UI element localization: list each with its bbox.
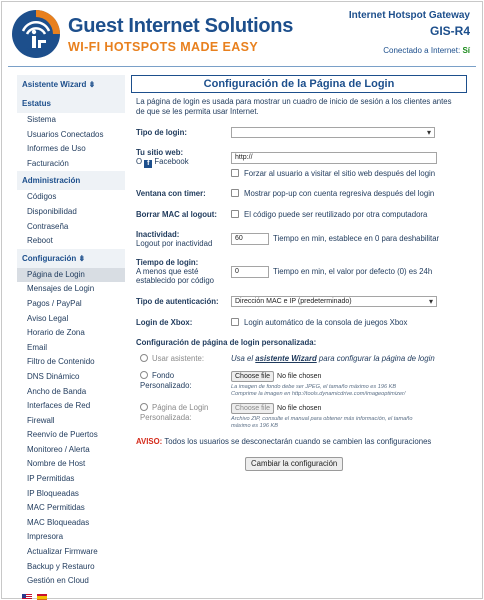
clear-mac-option xyxy=(231,210,427,219)
header-divider xyxy=(8,66,476,67)
brand-tagline: WI-FI HOTSPOTS MADE EASY xyxy=(68,40,259,54)
clear-mac-checkbox[interactable] xyxy=(231,210,239,218)
xbox-checkbox[interactable] xyxy=(231,318,239,326)
inactivity-input[interactable]: 60 xyxy=(231,233,269,245)
custom-bg-radio[interactable] xyxy=(140,371,148,379)
sidebar-item-billing[interactable]: Facturación xyxy=(27,158,69,168)
sidebar-item-dynamic-dns[interactable]: DNS Dinámico xyxy=(27,371,80,381)
xbox-label: Login de Xbox: xyxy=(136,318,193,327)
custom-bg-no-file: No file chosen xyxy=(277,373,322,380)
custom-bg-option xyxy=(140,371,225,391)
warning-text: Todos los usuarios se desconectarán cuando se cambien las configuraciones xyxy=(164,437,432,446)
login-type-label: Tipo de login: xyxy=(136,128,187,137)
sidebar-section-wizard[interactable]: Asistente Wizard ⇟ xyxy=(17,75,125,94)
sidebar-item-login-messages[interactable]: Mensajes de Login xyxy=(27,284,95,294)
internet-status-label: Conectado a Internet: xyxy=(383,46,461,55)
inactivity-label: Inactividad: xyxy=(136,230,180,239)
auth-type-select[interactable]: Dirección MAC e IP (predeterminado) ▾ xyxy=(231,296,437,307)
internet-status-value: Sí xyxy=(462,46,470,55)
sidebar-item-monitoring[interactable]: Monitoreo / Alerta xyxy=(27,444,90,454)
force-visit-checkbox[interactable] xyxy=(231,169,239,177)
custom-bg-note-1: La imagen de fondo debe ser JPEG, el tamaño máximo es 196 KB xyxy=(231,384,397,390)
sidebar-item-firewall[interactable]: Firewall xyxy=(27,415,55,425)
use-wizard-radio[interactable] xyxy=(140,354,148,362)
website-input[interactable]: http:// xyxy=(231,152,437,164)
website-label: Tu sitio web: xyxy=(136,148,184,157)
sidebar-item-network-interfaces[interactable]: Interfaces de Red xyxy=(27,401,91,411)
custom-page-choose-file-button[interactable]: Choose file xyxy=(231,403,274,414)
sidebar-section-admin: Administración xyxy=(17,171,125,190)
sidebar-item-port-forwarding[interactable]: Reenvío de Puertos xyxy=(27,430,98,440)
wizard-hint xyxy=(231,354,435,363)
xbox-option xyxy=(231,318,407,327)
website-or: O xyxy=(136,157,143,166)
sidebar-item-password[interactable]: Contraseña xyxy=(27,221,69,231)
custom-page-radio[interactable] xyxy=(140,403,148,411)
login-type-select[interactable] xyxy=(231,127,435,138)
brand-name: Guest Internet Solutions xyxy=(68,15,294,37)
sidebar-item-allowed-ips[interactable]: IP Permitidas xyxy=(27,474,75,484)
sidebar xyxy=(17,75,125,600)
sidebar-item-availability[interactable]: Disponibilidad xyxy=(27,206,77,216)
clear-mac-label: Borrar MAC al logout: xyxy=(136,210,217,219)
custom-page-no-file: No file chosen xyxy=(277,405,322,412)
save-settings-button[interactable]: Cambiar la configuración xyxy=(245,457,343,471)
sidebar-item-system[interactable]: Sistema xyxy=(27,115,56,124)
force-visit-option xyxy=(231,169,435,178)
sidebar-item-payments[interactable]: Pagos / PayPal xyxy=(27,298,82,308)
page-title: Configuración de la Página de Login xyxy=(131,75,467,93)
sidebar-item-content-filter[interactable]: Filtro de Contenido xyxy=(27,357,95,367)
facebook-icon: f xyxy=(144,160,152,168)
custom-bg-choose-file-button[interactable]: Choose file xyxy=(231,371,274,382)
use-wizard-option xyxy=(140,354,204,363)
warning-label: AVISO: xyxy=(136,437,163,446)
login-time-sub: A menos que esté establecido por código xyxy=(136,267,215,285)
custom-page-option xyxy=(140,403,225,423)
sidebar-item-reboot[interactable]: Reboot xyxy=(27,236,53,246)
sidebar-item-usage-reports[interactable]: Informes de Uso xyxy=(27,144,86,154)
facebook-label: Facebook xyxy=(154,157,189,166)
sidebar-item-backup[interactable]: Backup y Restauro xyxy=(27,561,95,571)
wizard-hint-after: para configurar la página de login xyxy=(318,354,435,363)
custom-page-file xyxy=(231,403,321,414)
sidebar-item-firmware[interactable]: Actualizar Firmware xyxy=(27,547,98,557)
custom-bg-file xyxy=(231,371,321,382)
sidebar-item-email[interactable]: Email xyxy=(27,342,48,352)
sidebar-item-cloud[interactable]: Gestión en Cloud xyxy=(27,576,89,586)
sidebar-section-status: Estatus xyxy=(17,94,125,113)
sidebar-item-blocked-macs[interactable]: MAC Bloqueadas xyxy=(27,517,90,527)
sidebar-item-connected-users[interactable]: Usuarios Conectados xyxy=(27,129,104,139)
gateway-model: GIS-R4 xyxy=(429,24,470,38)
timer-window-text: Mostrar pop-up con cuenta regresiva después del login xyxy=(244,189,435,198)
sidebar-item-printer[interactable]: Impresora xyxy=(27,532,64,542)
custom-page-note: Archivo ZIP, consulte el manual para obtener más información, el tamaño máximo es 196 KB xyxy=(231,416,413,429)
wizard-hint-before: Usa el xyxy=(231,354,254,363)
sidebar-item-allowed-macs[interactable]: MAC Permitidas xyxy=(27,503,85,513)
xbox-text: Login automático de la consola de juegos Xbox xyxy=(244,318,408,327)
es-flag-icon[interactable] xyxy=(37,594,47,600)
timer-window-label: Ventana con timer: xyxy=(136,189,206,198)
sidebar-item-codes[interactable]: Códigos xyxy=(27,192,57,202)
timer-window-checkbox[interactable] xyxy=(231,189,239,197)
us-flag-icon[interactable] xyxy=(22,594,32,600)
custom-page-label: Página de Login Personalizada: xyxy=(140,403,209,422)
sidebar-item-timezone[interactable]: Horario de Zona xyxy=(27,328,85,338)
login-time-input[interactable]: 0 xyxy=(231,266,269,278)
custom-login-heading: Configuración de página de login personalizada: xyxy=(136,338,317,347)
auth-type-label: Tipo de autenticación: xyxy=(136,297,219,306)
gis-logo-icon xyxy=(11,9,61,59)
force-visit-label: Forzar al usuario a visitar el sitio web después del login xyxy=(244,169,436,178)
gateway-title: Internet Hotspot Gateway xyxy=(348,10,470,21)
custom-bg-label: Fondo Personalizado: xyxy=(140,371,192,390)
sidebar-item-legal-notice[interactable]: Aviso Legal xyxy=(27,313,69,323)
sidebar-item-hostname[interactable]: Nombre de Host xyxy=(27,459,86,469)
login-time-label: Tiempo de login: xyxy=(136,258,199,267)
wizard-link[interactable]: asistente Wizard xyxy=(255,354,317,363)
timer-window-option xyxy=(231,189,434,198)
warning xyxy=(136,437,431,446)
custom-bg-note-2: Comprime la imagen en http://tools.dynamicdrive.com/imageoptimizer/ xyxy=(231,391,406,397)
login-page-config-panel xyxy=(131,75,467,477)
inactivity-sub: Logout por inactividad xyxy=(136,239,213,248)
internet-status xyxy=(383,46,470,55)
inactivity-hint: Tiempo en min, establece en 0 para deshabilitar xyxy=(273,234,440,243)
language-flags xyxy=(17,593,125,600)
use-wizard-label: Usar asistente: xyxy=(152,354,205,363)
login-time-hint: Tiempo en min, el valor por defecto (0) es 24h xyxy=(273,267,433,276)
sidebar-item-bandwidth[interactable]: Ancho de Banda xyxy=(27,386,87,396)
sidebar-item-login-page[interactable]: Página de Login xyxy=(17,268,125,283)
sidebar-section-config[interactable]: Configuración ⇟ xyxy=(17,249,125,268)
clear-mac-text: El código puede ser reutilizado por otra computadora xyxy=(244,210,428,219)
intro-text: La página de login es usada para mostrar un cuadro de inicio de sesión a los clientes antes de que se les permita usar Internet. xyxy=(136,97,452,116)
website-sub xyxy=(136,157,189,168)
sidebar-item-blocked-ips[interactable]: IP Bloqueadas xyxy=(27,488,79,498)
